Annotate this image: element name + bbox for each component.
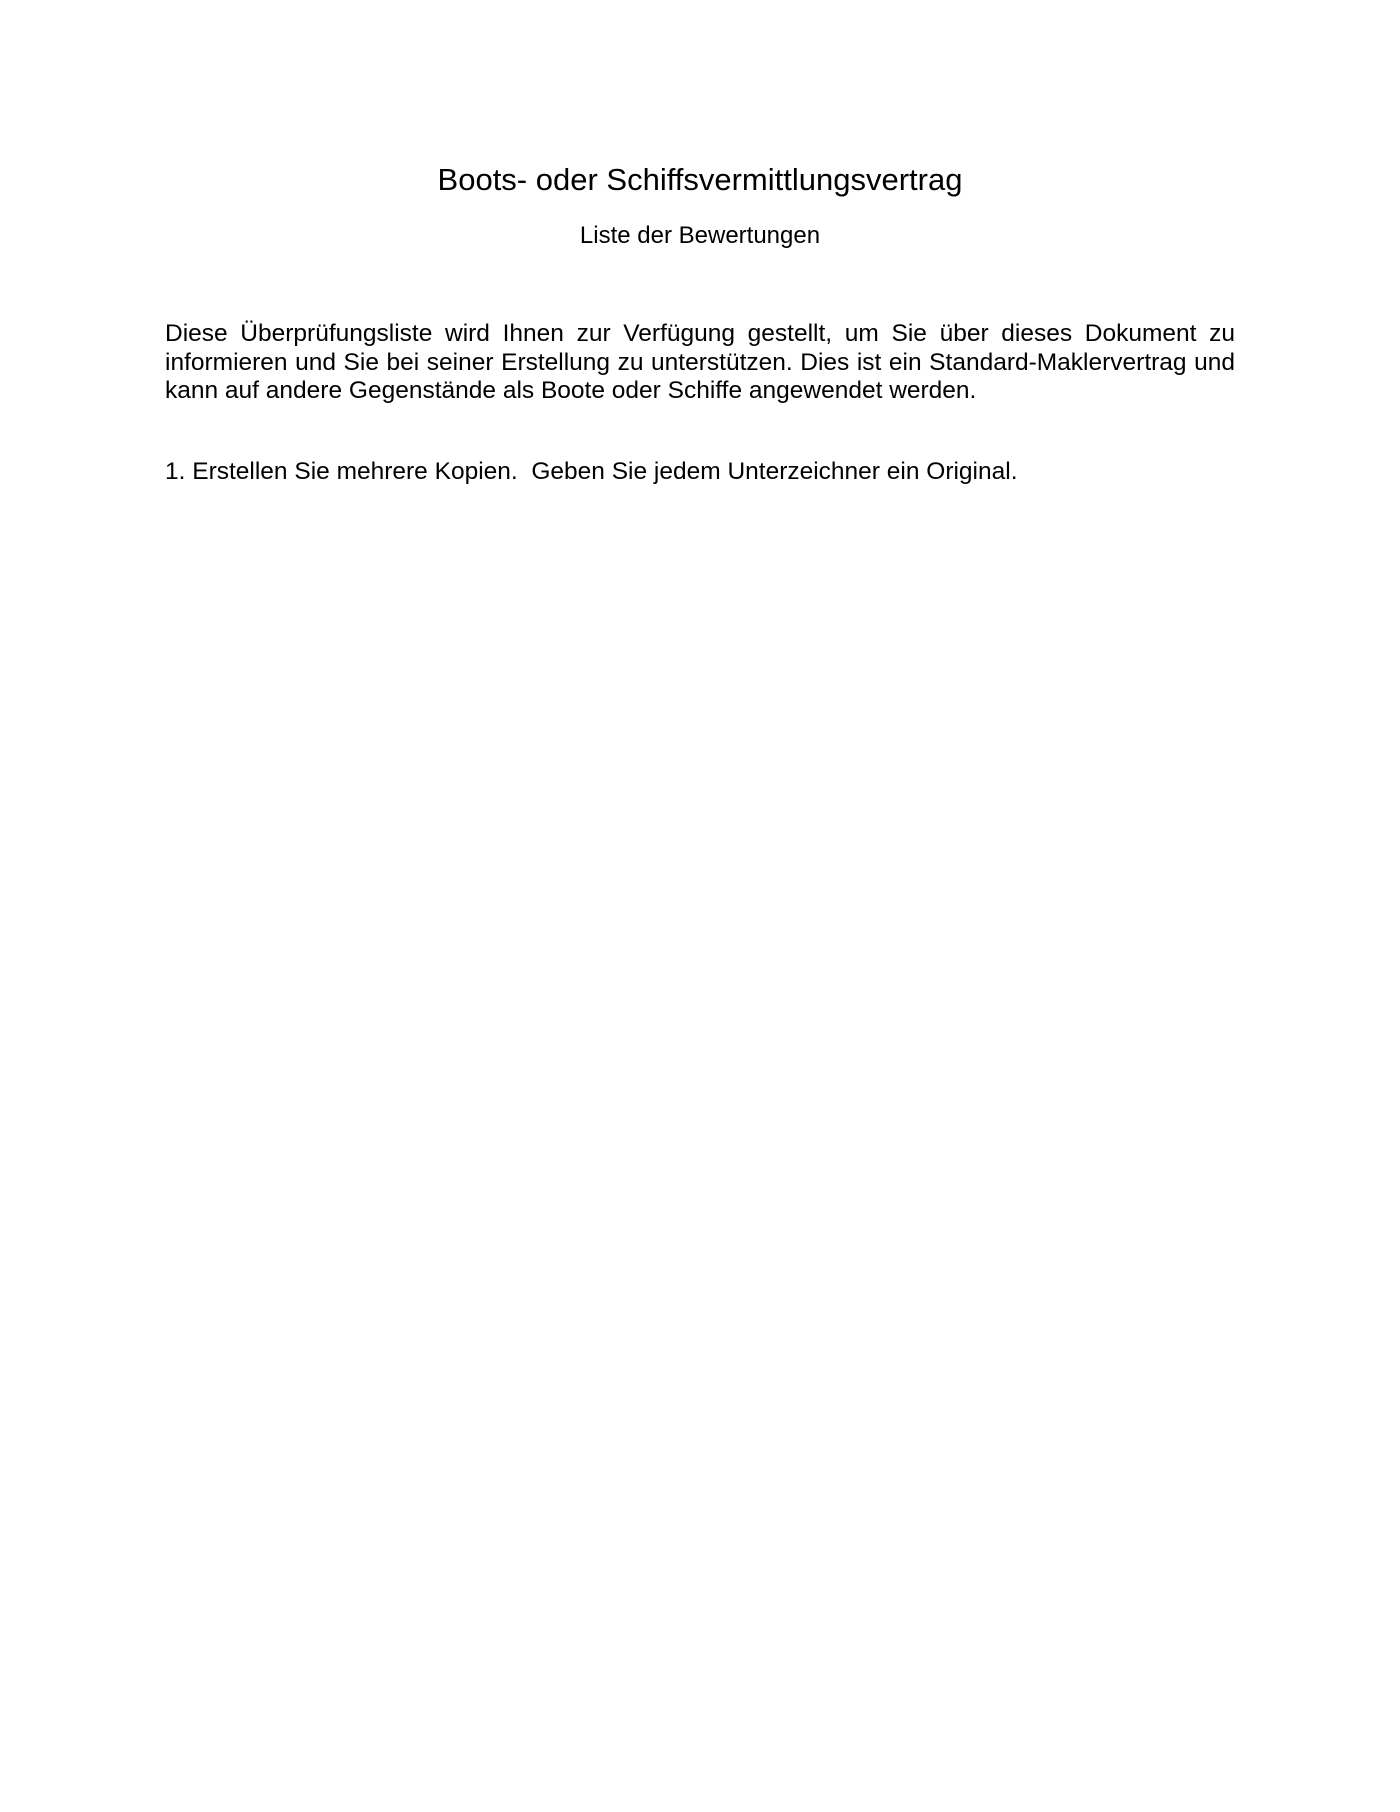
document-subtitle: Liste der Bewertungen — [579, 222, 821, 249]
intro-paragraph: Diese Überprüfungsliste wird Ihnen zur Verfügung gestellt, um Sie über dieses Dokument zu informieren und Sie bei seiner Erstellung zu unterstützen. Dies ist ein Standard-Maklervertrag und kann auf andere Gegenstände als Boote oder Schiffe angewendet werden. — [165, 320, 1235, 404]
list-item: 1. Erstellen Sie mehrere Kopien. Geben Sie jedem Unterzeichner ein Original. — [165, 458, 1018, 485]
document-title: Boots- oder Schiffsvermittlungsvertrag — [437, 162, 963, 197]
